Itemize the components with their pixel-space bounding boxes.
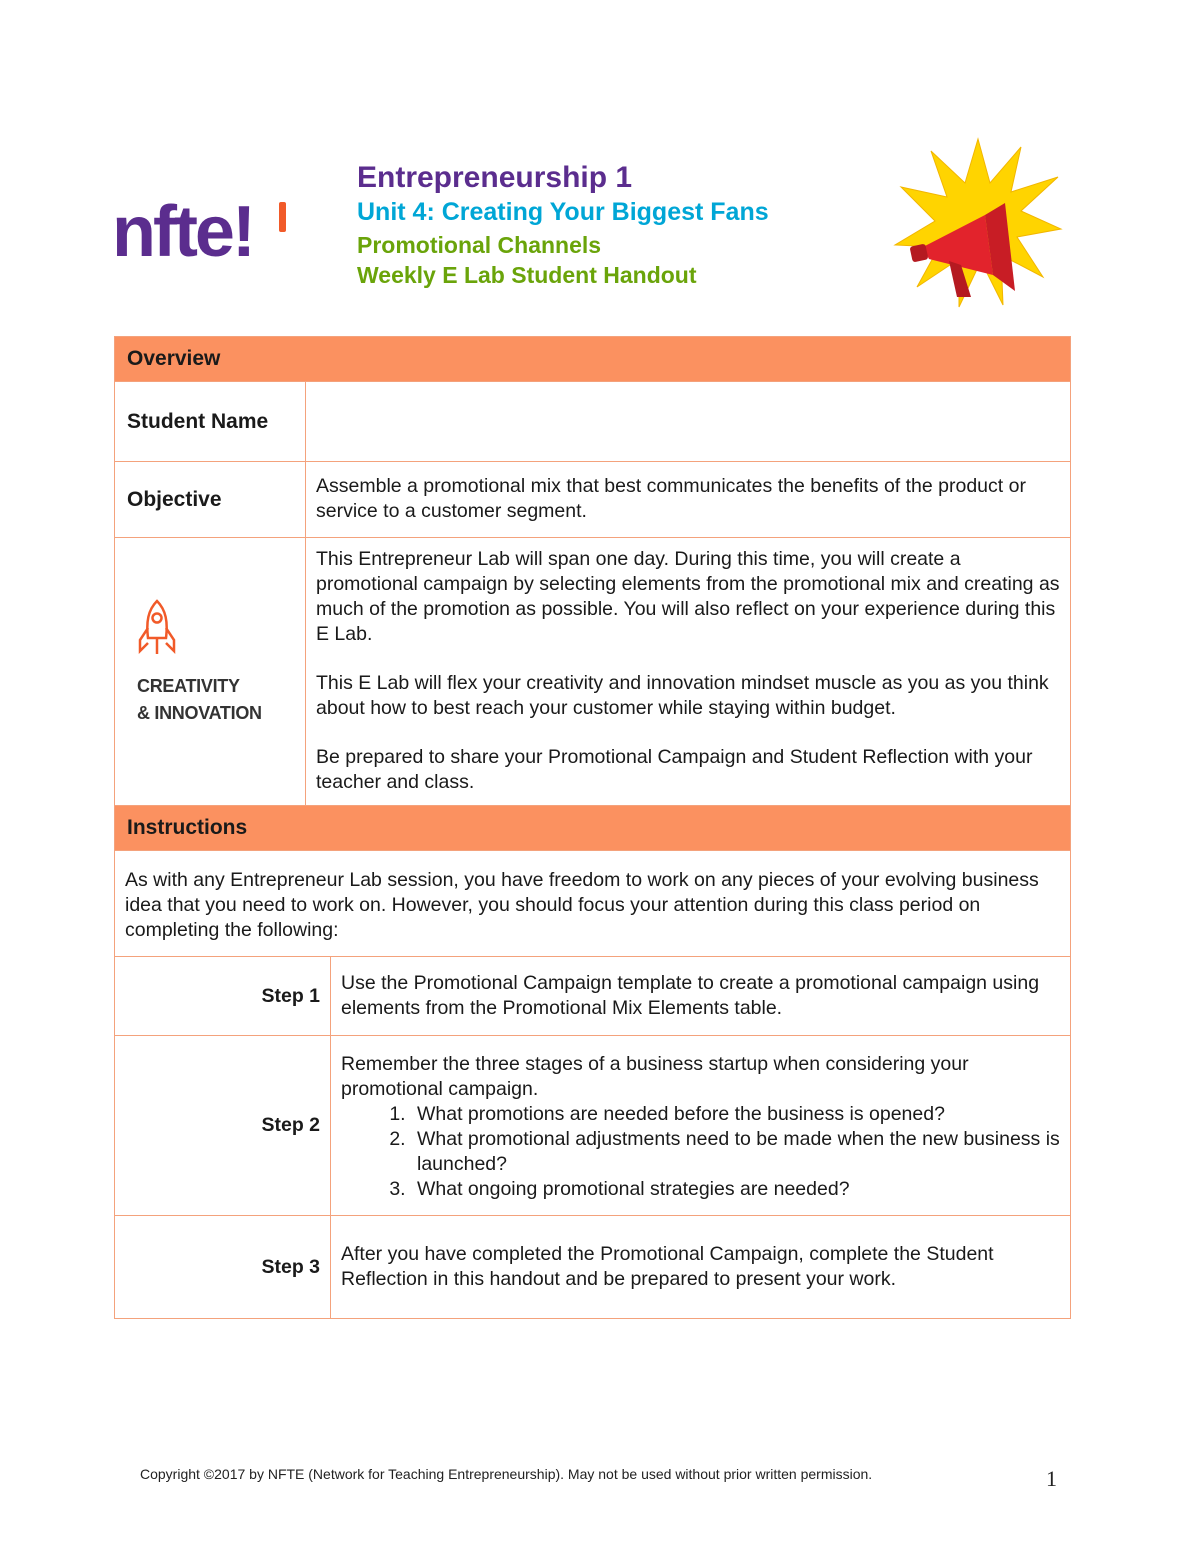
instructions-heading: Instructions	[115, 806, 1071, 851]
logo-exclamation-accent	[279, 202, 286, 232]
mindset-badge	[115, 538, 306, 806]
header-titles	[357, 160, 769, 290]
step-2-text: Remember the three stages of a business startup when considering your promotional campaign.	[341, 1053, 969, 1100]
objective-text: Assemble a promotional mix that best communicates the benefits of the product or service to a customer segment.	[306, 462, 1071, 538]
nfte-logo	[112, 186, 302, 266]
copyright-footer: Copyright ©2017 by NFTE (Network for Teaching Entrepreneurship). May not be used without prior written permission.	[140, 1466, 873, 1482]
mindset-line-1: CREATIVITY	[137, 676, 240, 696]
page-number: 1	[1046, 1466, 1057, 1491]
student-name-label: Student Name	[115, 382, 306, 462]
list-item: 1. What promotions are needed before the business is opened?	[411, 1102, 1060, 1127]
overview-paragraph: This E Lab will flex your creativity and innovation mindset muscle as you as you think about how to best reach your customer while staying within budget.	[316, 672, 1049, 719]
logo-text: nfte!	[112, 192, 253, 266]
megaphone-burst-icon	[893, 137, 1063, 309]
list-item: 3. What ongoing promotional strategies are needed?	[411, 1177, 1060, 1202]
list-item: 2. What promotional adjustments need to be made when the new business is launched?	[411, 1127, 1060, 1177]
overview-paragraph: This Entrepreneur Lab will span one day. During this time, you will create a promotional campaign by selecting elements from the promotional mix and creating as much of the promotion as possible. You will also reflect on your experience during this E Lab.	[316, 548, 1060, 645]
mindset-line-2: & INNOVATION	[137, 703, 262, 723]
overview-description	[306, 538, 1071, 806]
course-title: Entrepreneurship 1	[357, 161, 633, 194]
step-3-label: Step 3	[115, 1216, 331, 1319]
student-name-field[interactable]	[306, 382, 1071, 462]
overview-paragraph: Be prepared to share your Promotional Campaign and Student Reflection with your teacher and class.	[316, 746, 1033, 793]
step-2-label: Step 2	[115, 1036, 331, 1216]
step-1-label: Step 1	[115, 957, 331, 1036]
step-2-content	[331, 1036, 1071, 1216]
step-2-question-list	[341, 1102, 1060, 1202]
step-3-text: After you have completed the Promotional Campaign, complete the Student Reflection in this handout and be prepared to present your work.	[331, 1216, 1071, 1319]
unit-title: Unit 4: Creating Your Biggest Fans	[357, 198, 769, 226]
rocket-icon	[137, 598, 177, 658]
instructions-intro: As with any Entrepreneur Lab session, you have freedom to work on any pieces of your evolving business idea that you need to work on. However, you should focus your attention during this class period on completing the following:	[115, 851, 1071, 957]
step-1-text: Use the Promotional Campaign template to create a promotional campaign using elements from the Promotional Mix Elements table.	[331, 957, 1071, 1036]
handout-title: Weekly E Lab Student Handout	[357, 262, 697, 288]
overview-heading: Overview	[115, 337, 1071, 382]
objective-label: Objective	[115, 462, 306, 538]
handout-table	[114, 336, 1071, 1319]
lesson-title: Promotional Channels	[357, 232, 602, 258]
